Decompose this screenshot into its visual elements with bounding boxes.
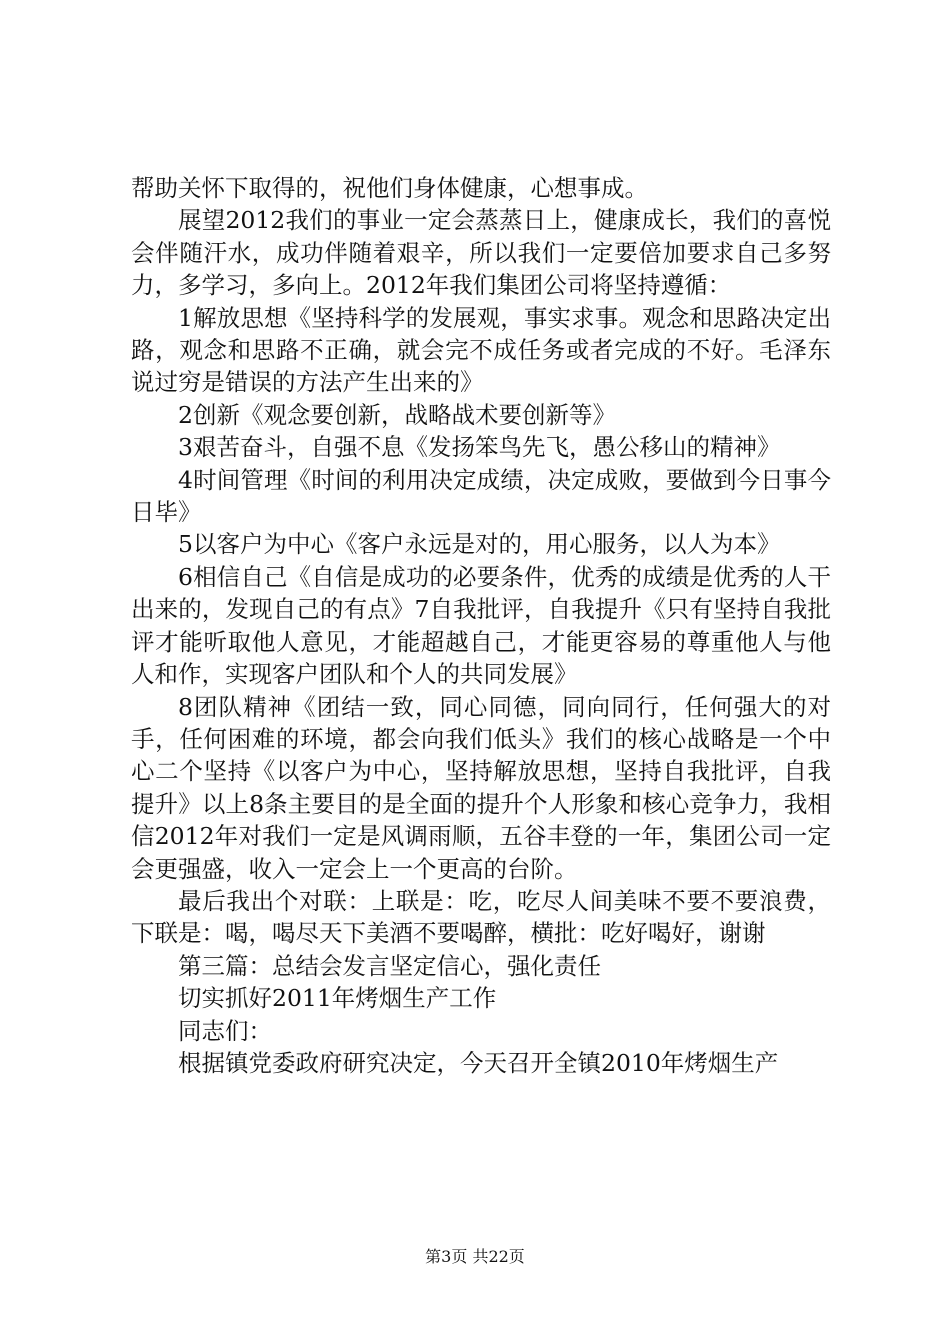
paragraph: 1解放思想《坚持科学的发展观，事实求事。观念和思路决定出路，观念和思路不正确，就会完不成任务或者完成的不好。毛泽东说过穷是错误的方法产生出来的》 [131,303,831,397]
paragraph: 8团队精神《团结一致，同心同德，同向同行，任何强大的对手，任何困难的环境，都会向我们低头》我们的核心战略是一个中心二个坚持《以客户为中心，坚持解放思想，坚持自我批评，自我提升》以上8条主要目的是全面的提升个人形象和核心竞争力，我相信2012年对我们一定是风调雨顺，五谷丰登的一年，集团公司一定会更强盛，收入一定会上一个更高的台阶。 [131,692,831,883]
paragraph: 同志们： [178,1016,272,1045]
paragraph: 4时间管理《时间的利用决定成绩，决定成败，要做到今日事今日毕》 [131,465,831,527]
paragraph: 3艰苦奋斗，自强不息《发扬笨鸟先飞，愚公移山的精神》 [178,433,781,462]
paragraph: 5以客户为中心《客户永远是对的，用心服务，以人为本》 [178,530,781,559]
paragraph: 切实抓好2011年烤烟生产工作 [178,984,497,1013]
body-text [131,172,831,1079]
paragraph: 帮助关怀下取得的，祝他们身体健康，心想事成。 [131,174,648,202]
paragraph: 展望2012我们的事业一定会蒸蒸日上，健康成长，我们的喜悦会伴随汗水，成功伴随着艰辛，所以我们一定要倍加要求自己多努力，多学习，多向上。2012年我们集团公司将坚持遵循： [131,206,831,300]
paragraph: 第三篇：总结会发言坚定信心，强化责任 [178,951,601,980]
page-footer: 第3页 共22页 [425,1247,525,1266]
paragraph: 最后我出个对联：上联是：吃，吃尽人间美味不要不要浪费，下联是：喝，喝尽天下美酒不要喝醉，横批：吃好喝好，谢谢 [131,886,831,948]
paragraph: 根据镇党委政府研究决定，今天召开全镇2010年烤烟生产 [178,1048,779,1077]
paragraph: 6相信自己《自信是成功的必要条件，优秀的成绩是优秀的人干出来的，发现自己的有点》7自我批评，自我提升《只有坚持自我批评才能听取他人意见，才能超越自己，才能更容易的尊重他人与他人和作，实现客户团队和个人的共同发展》 [131,562,831,689]
paragraph: 2创新《观念要创新，战略战术要创新等》 [178,400,616,429]
